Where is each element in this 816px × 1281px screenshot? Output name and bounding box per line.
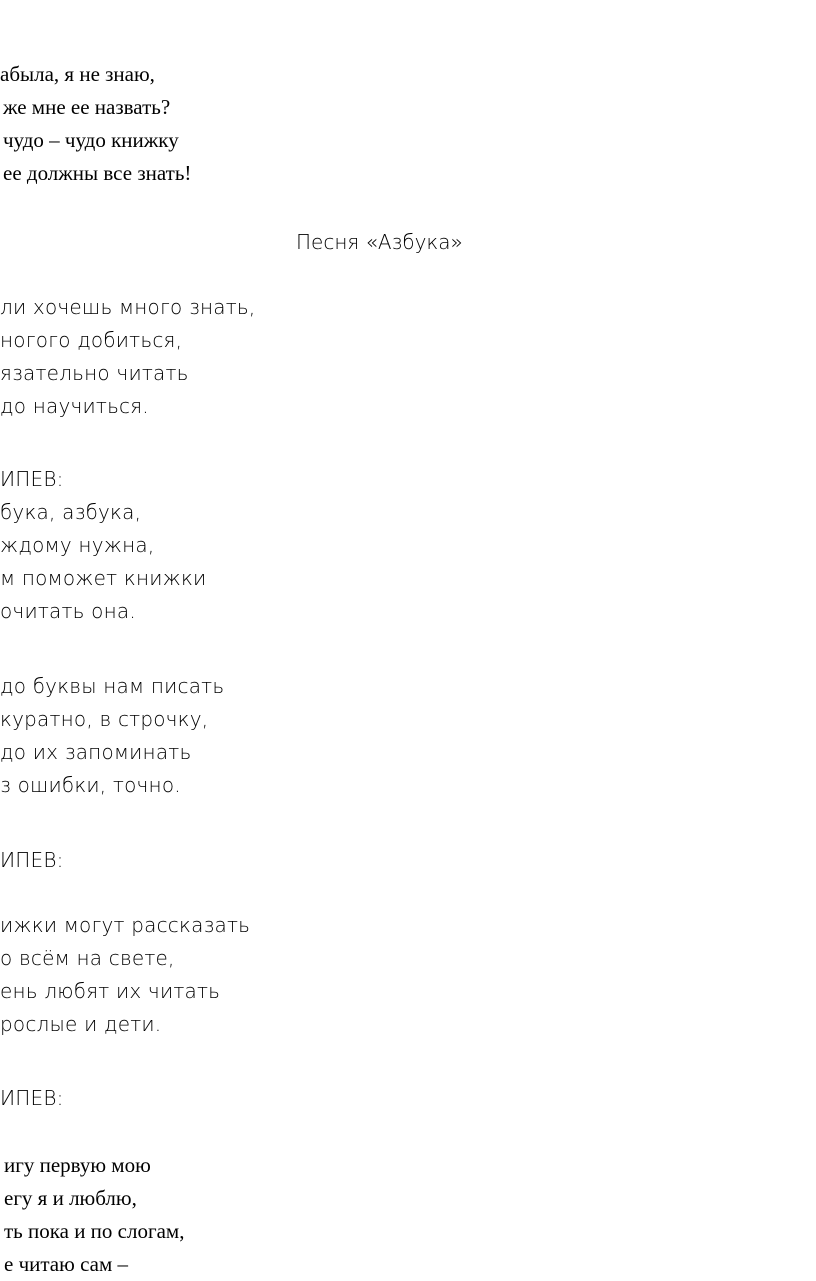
chorus-block — [0, 463, 206, 628]
verse-2 — [0, 670, 224, 802]
chorus-line-3: м поможет книжки — [0, 566, 207, 590]
intro-line-2: же мне ее назвать? — [3, 95, 171, 119]
chorus-label-2: ИПЕВ: — [0, 848, 64, 872]
verse3-line-3: ень любят их читать — [0, 979, 221, 1003]
verse3-line-2: о всём на свете, — [0, 946, 175, 970]
chorus-repeat-2 — [0, 844, 64, 877]
intro-line-1: абыла, я не знаю, — [0, 62, 155, 86]
chorus-label-3: ИПЕВ: — [0, 1086, 64, 1110]
chorus-label-1: ИПЕВ: — [0, 467, 64, 491]
verse2-line-4: з ошибки, точно. — [0, 773, 181, 797]
chorus-line-1: бука, азбука, — [0, 500, 142, 524]
verse2-line-1: до буквы нам писать — [0, 674, 225, 698]
outro-line-2: егу я и люблю, — [4, 1186, 137, 1210]
verse-1 — [0, 291, 255, 423]
outro-line-1: игу первую мою — [4, 1153, 151, 1177]
verse1-line-2: ногого добиться, — [0, 328, 183, 352]
verse1-line-1: ли хочешь много знать, — [0, 295, 256, 319]
chorus-line-2: ждому нужна, — [0, 533, 155, 557]
intro-line-3: чудо – чудо книжку — [3, 128, 179, 152]
verse3-line-4: рослые и дети. — [0, 1012, 162, 1036]
verse3-line-1: ижки могут рассказать — [0, 913, 251, 937]
outro-verse — [0, 1149, 184, 1281]
verse-3 — [0, 909, 250, 1041]
song-title: Песня «Азбука» — [296, 230, 463, 254]
chorus-repeat-3 — [0, 1082, 64, 1115]
verse2-line-3: до их запоминать — [0, 740, 192, 764]
verse1-line-3: язательно читать — [0, 361, 189, 385]
intro-line-4: ее должны все знать! — [3, 161, 192, 185]
intro-verse — [0, 58, 191, 190]
verse2-line-2: куратно, в строчку, — [0, 707, 209, 731]
verse1-line-4: до научиться. — [0, 394, 149, 418]
outro-line-4: е читаю сам – — [4, 1252, 129, 1276]
chorus-line-4: очитать она. — [0, 599, 136, 623]
outro-line-3: ть пока и по слогам, — [4, 1219, 185, 1243]
